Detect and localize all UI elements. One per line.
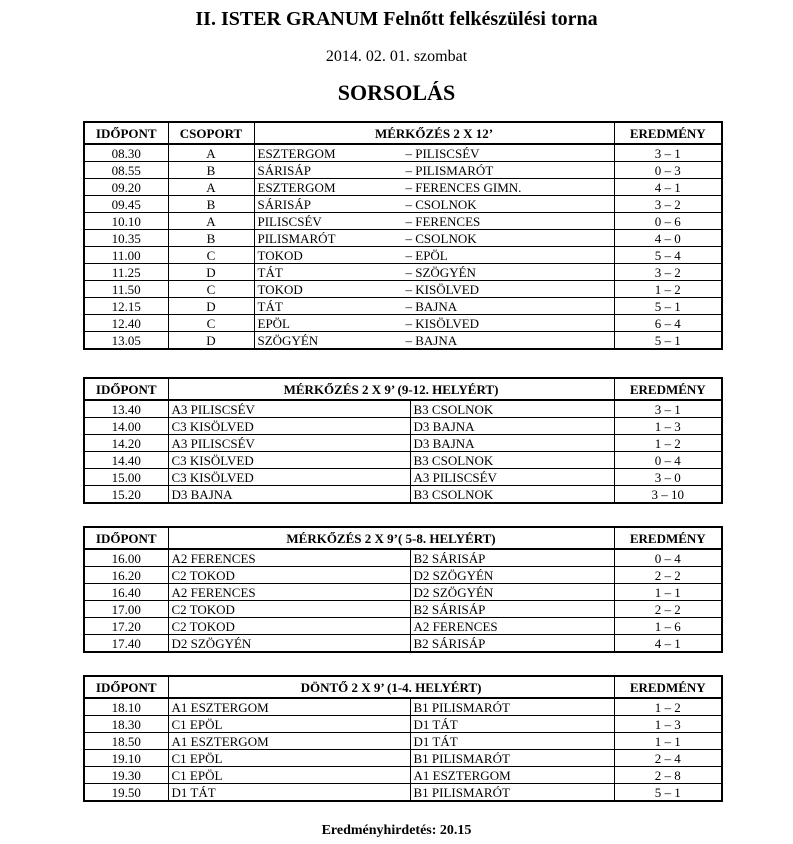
table-row [84, 435, 722, 452]
table-row [84, 635, 722, 653]
home-team: A2 FERENCES [168, 584, 410, 601]
section-heading: SORSOLÁS [337, 80, 456, 105]
match-result: 2 – 4 [614, 750, 722, 767]
match-result: 2 – 2 [614, 601, 722, 618]
table-row [84, 698, 722, 716]
match-pairing [254, 196, 614, 213]
away-team: D3 BAJNA [410, 418, 614, 435]
match-result: 4 – 1 [614, 635, 722, 653]
away-team: – SZÖGYÉN [405, 264, 476, 280]
match-group: B [168, 196, 254, 213]
table-row [84, 601, 722, 618]
match-group: A [168, 144, 254, 162]
match-time: 19.30 [84, 767, 168, 784]
home-team: C1 EPÖL [168, 767, 410, 784]
pairing [258, 214, 611, 229]
table-row [84, 400, 722, 418]
match-pairing [254, 247, 614, 264]
home-team: C1 EPÖL [168, 750, 410, 767]
table-row [84, 298, 722, 315]
match-time: 12.15 [84, 298, 168, 315]
home-team: SÁRISÁP [257, 196, 311, 212]
match-time: 11.50 [84, 281, 168, 298]
pairing [258, 282, 611, 297]
away-team: D2 SZÖGYÉN [410, 567, 614, 584]
table-row [84, 784, 722, 802]
header-time: IDŐPONT [84, 527, 168, 549]
home-team: ESZTERGOM [257, 179, 336, 195]
pairing [258, 180, 611, 195]
table-header-row [84, 122, 722, 144]
header-match: MÉRKŐZÉS 2 X 9’( 5-8. HELYÉRT) [168, 527, 614, 549]
home-team: SÁRISÁP [257, 162, 311, 178]
final-1-4-table [83, 675, 723, 802]
away-team: D3 BAJNA [410, 435, 614, 452]
table-header-row [84, 527, 722, 549]
match-pairing [254, 332, 614, 350]
away-team: D1 TÁT [410, 716, 614, 733]
table-row [84, 584, 722, 601]
match-time: 15.20 [84, 486, 168, 504]
away-team: – PILISCSÉV [405, 145, 480, 161]
match-pairing [254, 315, 614, 332]
match-time: 16.00 [84, 549, 168, 567]
match-time: 16.20 [84, 567, 168, 584]
results-announcement: Eredményhirdetés: 20.15 [321, 823, 472, 838]
match-time: 17.00 [84, 601, 168, 618]
table-row [84, 162, 722, 179]
match-result: 4 – 1 [614, 179, 722, 196]
match-time: 18.50 [84, 733, 168, 750]
match-group: D [168, 332, 254, 350]
match-result: 5 – 1 [614, 298, 722, 315]
match-time: 19.10 [84, 750, 168, 767]
home-team: PILISMARÓT [257, 230, 336, 246]
pairing [258, 146, 611, 161]
event-date: 2014. 02. 01. szombat [325, 48, 468, 65]
header-time: IDŐPONT [84, 122, 168, 144]
home-team: A1 ESZTERGOM [168, 698, 410, 716]
match-result: 4 – 0 [614, 230, 722, 247]
match-time: 13.40 [84, 400, 168, 418]
away-team: B3 CSOLNOK [410, 486, 614, 504]
header-match: MÉRKŐZÉS 2 X 12’ [254, 122, 614, 144]
home-team: TÁT [257, 264, 283, 280]
header-match: DÖNTŐ 2 X 9’ (1-4. HELYÉRT) [168, 676, 614, 698]
match-pairing [254, 298, 614, 315]
match-time: 13.05 [84, 332, 168, 350]
match-time: 18.30 [84, 716, 168, 733]
match-result: 3 – 0 [614, 469, 722, 486]
away-team: – KISÖLVED [405, 315, 480, 331]
match-group: B [168, 230, 254, 247]
match-pairing [254, 213, 614, 230]
home-team: PILISCSÉV [257, 213, 322, 229]
match-group: B [168, 162, 254, 179]
table-row [84, 213, 722, 230]
match-result: 0 – 6 [614, 213, 722, 230]
match-result: 0 – 4 [614, 452, 722, 469]
match-pairing [254, 144, 614, 162]
match-result: 3 – 1 [614, 400, 722, 418]
header-time: IDŐPONT [84, 378, 168, 400]
match-time: 08.30 [84, 144, 168, 162]
away-team: – BAJNA [405, 332, 458, 348]
table-row [84, 486, 722, 504]
match-time: 14.40 [84, 452, 168, 469]
home-team: C3 KISÖLVED [168, 469, 410, 486]
away-team: – FERENCES GIMN. [405, 179, 522, 195]
match-group: D [168, 264, 254, 281]
away-team: B2 SÁRISÁP [410, 601, 614, 618]
table-row [84, 767, 722, 784]
table-row [84, 567, 722, 584]
match-pairing [254, 162, 614, 179]
header-result: EREDMÉNY [614, 676, 722, 698]
match-time: 19.50 [84, 784, 168, 802]
home-team: TOKOD [257, 247, 303, 263]
match-result: 1 – 1 [614, 733, 722, 750]
match-group: D [168, 298, 254, 315]
table-row [84, 332, 722, 350]
home-team: TÁT [257, 298, 283, 314]
away-team: A2 FERENCES [410, 618, 614, 635]
match-time: 14.20 [84, 435, 168, 452]
table-header-row [84, 378, 722, 400]
header-time: IDŐPONT [84, 676, 168, 698]
away-team: B1 PILISMARÓT [410, 750, 614, 767]
table-header-row [84, 676, 722, 698]
home-team: D3 BAJNA [168, 486, 410, 504]
home-team: D1 TÁT [168, 784, 410, 802]
match-pairing [254, 281, 614, 298]
away-team: – KISÖLVED [405, 281, 480, 297]
match-result: 5 – 1 [614, 784, 722, 802]
match-result: 2 – 8 [614, 767, 722, 784]
table-row [84, 230, 722, 247]
away-team: B2 SÁRISÁP [410, 549, 614, 567]
match-result: 1 – 1 [614, 584, 722, 601]
match-time: 14.00 [84, 418, 168, 435]
match-result: 3 – 2 [614, 196, 722, 213]
match-group: C [168, 315, 254, 332]
match-result: 3 – 2 [614, 264, 722, 281]
table-row [84, 281, 722, 298]
away-team: – PILISMARÓT [405, 162, 494, 178]
match-group: A [168, 213, 254, 230]
home-team: C2 TOKOD [168, 601, 410, 618]
table-row [84, 716, 722, 733]
away-team: B2 SÁRISÁP [410, 635, 614, 653]
away-team: B3 CSOLNOK [410, 452, 614, 469]
match-result: 1 – 2 [614, 698, 722, 716]
header-group: CSOPORT [168, 122, 254, 144]
match-time: 11.00 [84, 247, 168, 264]
match-result: 1 – 3 [614, 418, 722, 435]
away-team: – CSOLNOK [405, 230, 477, 246]
match-group: C [168, 247, 254, 264]
table-row [84, 247, 722, 264]
match-result: 1 – 3 [614, 716, 722, 733]
match-result: 3 – 1 [614, 144, 722, 162]
match-time: 15.00 [84, 469, 168, 486]
home-team: D2 SZÖGYÉN [168, 635, 410, 653]
table-row [84, 750, 722, 767]
table-row [84, 179, 722, 196]
home-team: TOKOD [257, 281, 303, 297]
home-team: A1 ESZTERGOM [168, 733, 410, 750]
page-title: II. ISTER GRANUM Felnőtt felkészülési torna [195, 8, 598, 30]
away-team: – CSOLNOK [405, 196, 477, 212]
match-result: 0 – 3 [614, 162, 722, 179]
match-time: 09.45 [84, 196, 168, 213]
home-team: ESZTERGOM [257, 145, 336, 161]
table-row [84, 549, 722, 567]
home-team: C2 TOKOD [168, 567, 410, 584]
pairing [258, 316, 611, 331]
away-team: D1 TÁT [410, 733, 614, 750]
home-team: SZÖGYÉN [257, 332, 319, 348]
match-time: 09.20 [84, 179, 168, 196]
pairing [258, 333, 611, 348]
table-row [84, 144, 722, 162]
table-row [84, 264, 722, 281]
away-team: A1 ESZTERGOM [410, 767, 614, 784]
header-result: EREDMÉNY [614, 527, 722, 549]
match-time: 08.55 [84, 162, 168, 179]
pairing [258, 299, 611, 314]
header-match: MÉRKŐZÉS 2 X 9’ (9-12. HELYÉRT) [168, 378, 614, 400]
match-time: 17.20 [84, 618, 168, 635]
table-row [84, 452, 722, 469]
table-row [84, 315, 722, 332]
table-row [84, 733, 722, 750]
placement-9-12-table [83, 377, 723, 504]
match-result: 6 – 4 [614, 315, 722, 332]
header-result: EREDMÉNY [614, 122, 722, 144]
home-team: C3 KISÖLVED [168, 418, 410, 435]
away-team: B1 PILISMARÓT [410, 698, 614, 716]
pairing [258, 197, 611, 212]
home-team: A3 PILISCSÉV [168, 400, 410, 418]
away-team: – FERENCES [405, 213, 481, 229]
match-time: 17.40 [84, 635, 168, 653]
home-team: C2 TOKOD [168, 618, 410, 635]
match-result: 1 – 2 [614, 281, 722, 298]
table-row [84, 196, 722, 213]
away-team: B3 CSOLNOK [410, 400, 614, 418]
match-group: A [168, 179, 254, 196]
home-team: EPÖL [257, 315, 290, 331]
match-time: 11.25 [84, 264, 168, 281]
match-time: 10.35 [84, 230, 168, 247]
match-time: 12.40 [84, 315, 168, 332]
away-team: D2 SZÖGYÉN [410, 584, 614, 601]
match-result: 5 – 4 [614, 247, 722, 264]
table-row [84, 618, 722, 635]
home-team: C1 EPÖL [168, 716, 410, 733]
match-result: 1 – 6 [614, 618, 722, 635]
match-time: 16.40 [84, 584, 168, 601]
match-time: 18.10 [84, 698, 168, 716]
match-result: 5 – 1 [614, 332, 722, 350]
match-pairing [254, 179, 614, 196]
away-team: B1 PILISMARÓT [410, 784, 614, 802]
away-team: – BAJNA [405, 298, 458, 314]
table-row [84, 469, 722, 486]
match-result: 2 – 2 [614, 567, 722, 584]
match-result: 3 – 10 [614, 486, 722, 504]
table-row [84, 418, 722, 435]
home-team: A3 PILISCSÉV [168, 435, 410, 452]
home-team: A2 FERENCES [168, 549, 410, 567]
group-stage-table [83, 121, 723, 350]
match-result: 1 – 2 [614, 435, 722, 452]
home-team: C3 KISÖLVED [168, 452, 410, 469]
match-group: C [168, 281, 254, 298]
placement-5-8-table [83, 526, 723, 653]
pairing [258, 265, 611, 280]
pairing [258, 163, 611, 178]
away-team: – EPÖL [405, 247, 448, 263]
match-pairing [254, 264, 614, 281]
match-result: 0 – 4 [614, 549, 722, 567]
pairing [258, 231, 611, 246]
away-team: A3 PILISCSÉV [410, 469, 614, 486]
match-pairing [254, 230, 614, 247]
match-time: 10.10 [84, 213, 168, 230]
header-result: EREDMÉNY [614, 378, 722, 400]
pairing [258, 248, 611, 263]
